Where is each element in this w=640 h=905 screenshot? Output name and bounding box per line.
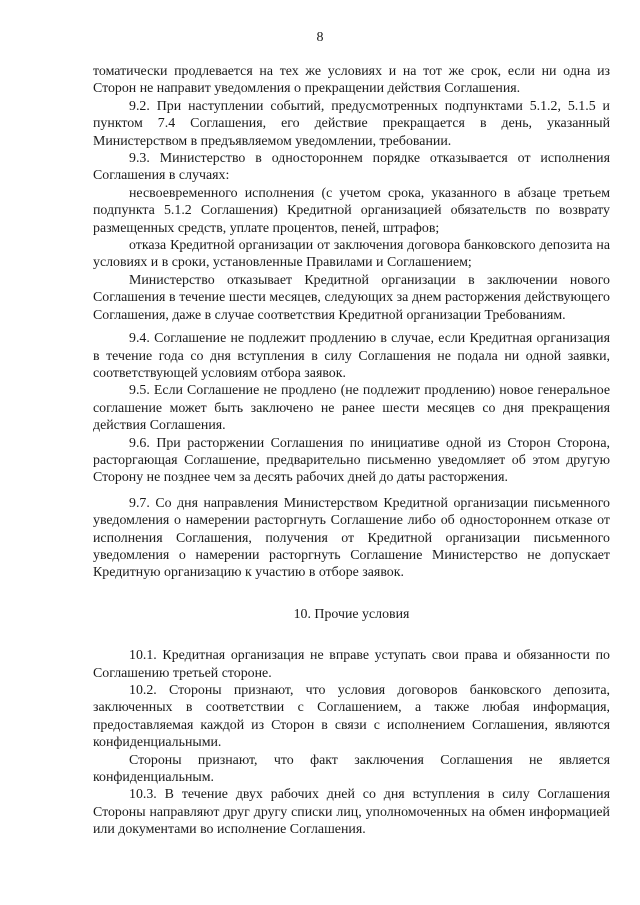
paragraph-9-2: 9.2. При наступлении событий, предусмотренных подпунктами 5.1.2, 5.1.5 и пунктом 7.4 Соглашения, его действие прекращается в день, указанный Министерством в предъявляемом уведомлении, требовании. xyxy=(93,98,610,149)
section-heading-10: 10. Прочие условия xyxy=(293,606,410,622)
paragraph-9-7: 9.7. Со дня направления Министерством Кредитной организации письменного уведомления о намерении расторгнуть Соглашение либо об одностороннем отказе от исполнения Соглашения, получения от Кредитной организации письменного уведомления о намерении расторгнуть Соглашение Министерство не допускает Кредитную организацию к участию в отборе заявок. xyxy=(93,495,610,581)
document-body xyxy=(93,63,610,839)
paragraph-9-5: 9.5. Если Соглашение не продлено (не подлежит продлению) новое генеральное соглашение может быть заключено не ранее шести месяцев со дня прекращения действия Соглашения. xyxy=(93,383,610,434)
paragraph-continuation: томатически продлевается на тех же условиях и на тот же срок, если ни одна из Сторон не направит уведомления о прекращении действия Соглашения. xyxy=(93,64,610,97)
paragraph-10-1: 10.1. Кредитная организация не вправе уступать свои права и обязанности по Соглашению третьей стороне. xyxy=(93,648,610,681)
paragraph-9-4: 9.4. Соглашение не подлежит продлению в случае, если Кредитная организация в течение года со дня вступления в силу Соглашения не подала ни одной заявки, соответствующей условиям отбора заявок. xyxy=(93,331,610,381)
page-number: 8 xyxy=(316,30,324,45)
paragraph-10-3: 10.3. В течение двух рабочих дней со дня вступления в силу Соглашения Стороны направляют друг другу списки лиц, уполномоченных на обмен информацией или документами во исполнение Соглашения. xyxy=(93,787,610,838)
paragraph-9-3: 9.3. Министерство в одностороннем порядке отказывается от исполнения Соглашения в случаях: xyxy=(93,151,610,184)
paragraph-10-2: 10.2. Стороны признают, что условия договоров банковского депозита, заключенных в соответствии с Соглашением, а также любая информация, предоставляемая каждой из Сторон в связи с исполнением Соглашения, являются конфиденциальными. xyxy=(93,683,610,751)
paragraph-10-2-note: Стороны признают, что факт заключения Соглашения не является конфиденциальным. xyxy=(93,752,610,786)
paragraph-9-3-consequence: Министерство отказывает Кредитной организации в заключении нового Соглашения в течение шести месяцев, следующих за днем расторжения действующего Соглашения, даже в случае соответствия Кредитной организации Требованиям. xyxy=(93,272,610,323)
paragraph-9-6: 9.6. При расторжении Соглашения по инициативе одной из Сторон Сторона, расторгающая Соглашение, предварительно письменно уведомляет об этом другую Сторону не позднее чем за десять рабочих дней до даты расторжения. xyxy=(93,435,610,486)
paragraph-9-3-case-1: несвоевременного исполнения (с учетом срока, указанного в абзаце третьем подпункта 5.1.2 Соглашения) Кредитной организацией обязательств по возврату размещенных средств, уплате процентов, пеней, штрафов; xyxy=(93,185,610,236)
paragraph-9-3-case-2: отказа Кредитной организации от заключения договора банковского депозита на условиях и в сроки, установленные Правилами и Соглашением; xyxy=(93,238,610,271)
